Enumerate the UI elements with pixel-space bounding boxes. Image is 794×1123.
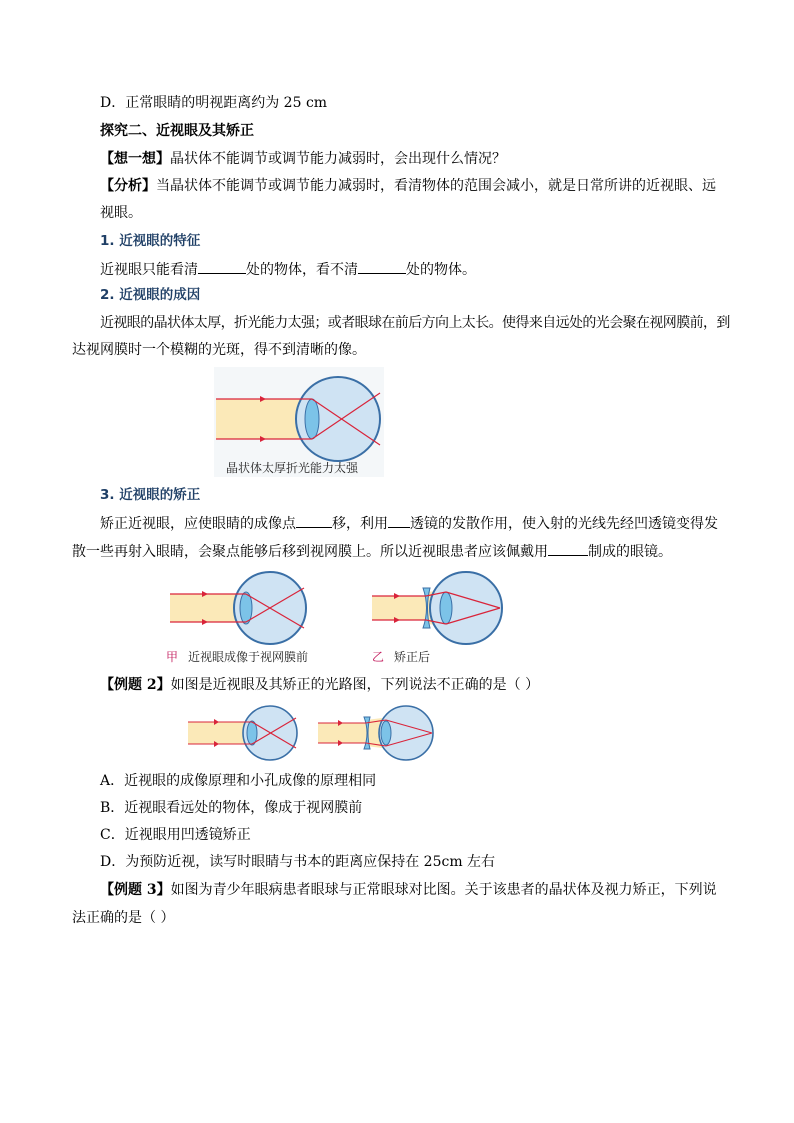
example-3-text-2: 法正确的是（ ）	[72, 910, 175, 926]
cause-line-1: 近视眼的晶状体太厚，折光能力太强；或者眼球在前后方向上太长。使得来自远处的光会聚在视网膜前，到	[100, 315, 730, 331]
lens-right	[440, 592, 452, 624]
feature-b: 处的物体，看不清	[246, 262, 358, 278]
think-label: 【想一想】	[100, 151, 170, 167]
analysis-text-2: 视眼。	[100, 205, 142, 221]
figure-example-2	[184, 702, 438, 764]
blank-lens-type	[388, 513, 410, 528]
option-b: B．近视眼看远处的物体，像成于视网膜前	[100, 800, 363, 816]
corr-1a: 矫正近视眼，应使眼睛的成像点	[100, 516, 296, 532]
example-3-question	[100, 881, 717, 899]
option-a: A．近视眼的成像原理和小孔成像的原理相同	[100, 773, 377, 789]
analysis-paragraph	[100, 177, 716, 195]
beam-right-in	[372, 596, 426, 620]
heading-correction: 3. 近视眼的矫正	[100, 487, 201, 503]
analysis-text-1: 当晶状体不能调节或调节能力减弱时，看清物体的范围会减小，就是日常所讲的近视眼、远	[156, 178, 716, 194]
corr-2a: 散一些再射入眼睛，会聚点能够后移到视网膜上。所以近视眼患者应该佩戴用	[72, 544, 548, 560]
figure-caption-cause: 晶状体太厚折光能力太强	[226, 461, 359, 475]
option-c: C．近视眼用凹透镜矫正	[100, 827, 251, 843]
caption-mark-right: 乙	[372, 650, 385, 664]
corr-1b: 移，利用	[332, 516, 388, 532]
ex-lens-right	[381, 721, 391, 745]
example-3-label: 【例题 3】	[100, 882, 171, 898]
feature-c: 处的物体。	[406, 262, 476, 278]
section-title: 探究二、近视眼及其矫正	[100, 123, 254, 139]
caption-mark-left: 甲	[166, 650, 179, 664]
example-2-text: 如图是近视眼及其矫正的光路图，下列说法不正确的是（ ）	[170, 677, 540, 693]
think-paragraph	[100, 150, 506, 168]
option-d-previous: D．正常眼睛的明视距离约为 25 cm	[100, 95, 328, 111]
blank-direction	[296, 513, 332, 528]
thick-lens	[305, 399, 319, 439]
blank-near	[198, 259, 246, 274]
feature-line	[100, 259, 476, 279]
figure-myopia-cause	[214, 367, 384, 477]
option-d: D．为预防近视，读写时眼睛与书本的距离应保持在 25cm 左右	[100, 854, 496, 870]
cause-line-2: 达视网膜时一个模糊的光斑，得不到清晰的像。	[72, 342, 366, 358]
example-2-diagram	[184, 702, 438, 764]
heading-feature: 1. 近视眼的特征	[100, 233, 201, 249]
think-text: 晶状体不能调节或调节能力减弱时，会出现什么情况？	[170, 151, 506, 167]
caption-left: 近视眼成像于视网膜前	[188, 650, 309, 664]
analysis-label: 【分析】	[100, 178, 156, 194]
correction-line-1	[100, 513, 718, 533]
blank-glasses	[548, 541, 588, 556]
correction-diagram	[164, 568, 509, 646]
figure-myopia-correction	[164, 568, 509, 668]
example-2-question	[100, 676, 539, 694]
ex-beam-right-in	[318, 723, 366, 743]
correction-line-2	[72, 541, 672, 561]
blank-far	[358, 259, 406, 274]
caption-right: 矫正后	[394, 650, 431, 664]
corr-2b: 制成的眼镜。	[588, 544, 672, 560]
heading-cause: 2. 近视眼的成因	[100, 287, 201, 303]
feature-a: 近视眼只能看清	[100, 262, 198, 278]
corr-1c: 透镜的发散作用，使入射的光线先经凹透镜变得发	[410, 516, 718, 532]
example-2-label: 【例题 2】	[100, 677, 171, 693]
example-3-text-1: 如图为青少年眼病患者眼球与正常眼球对比图。关于该患者的晶状体及视力矫正，下列说	[170, 882, 717, 898]
